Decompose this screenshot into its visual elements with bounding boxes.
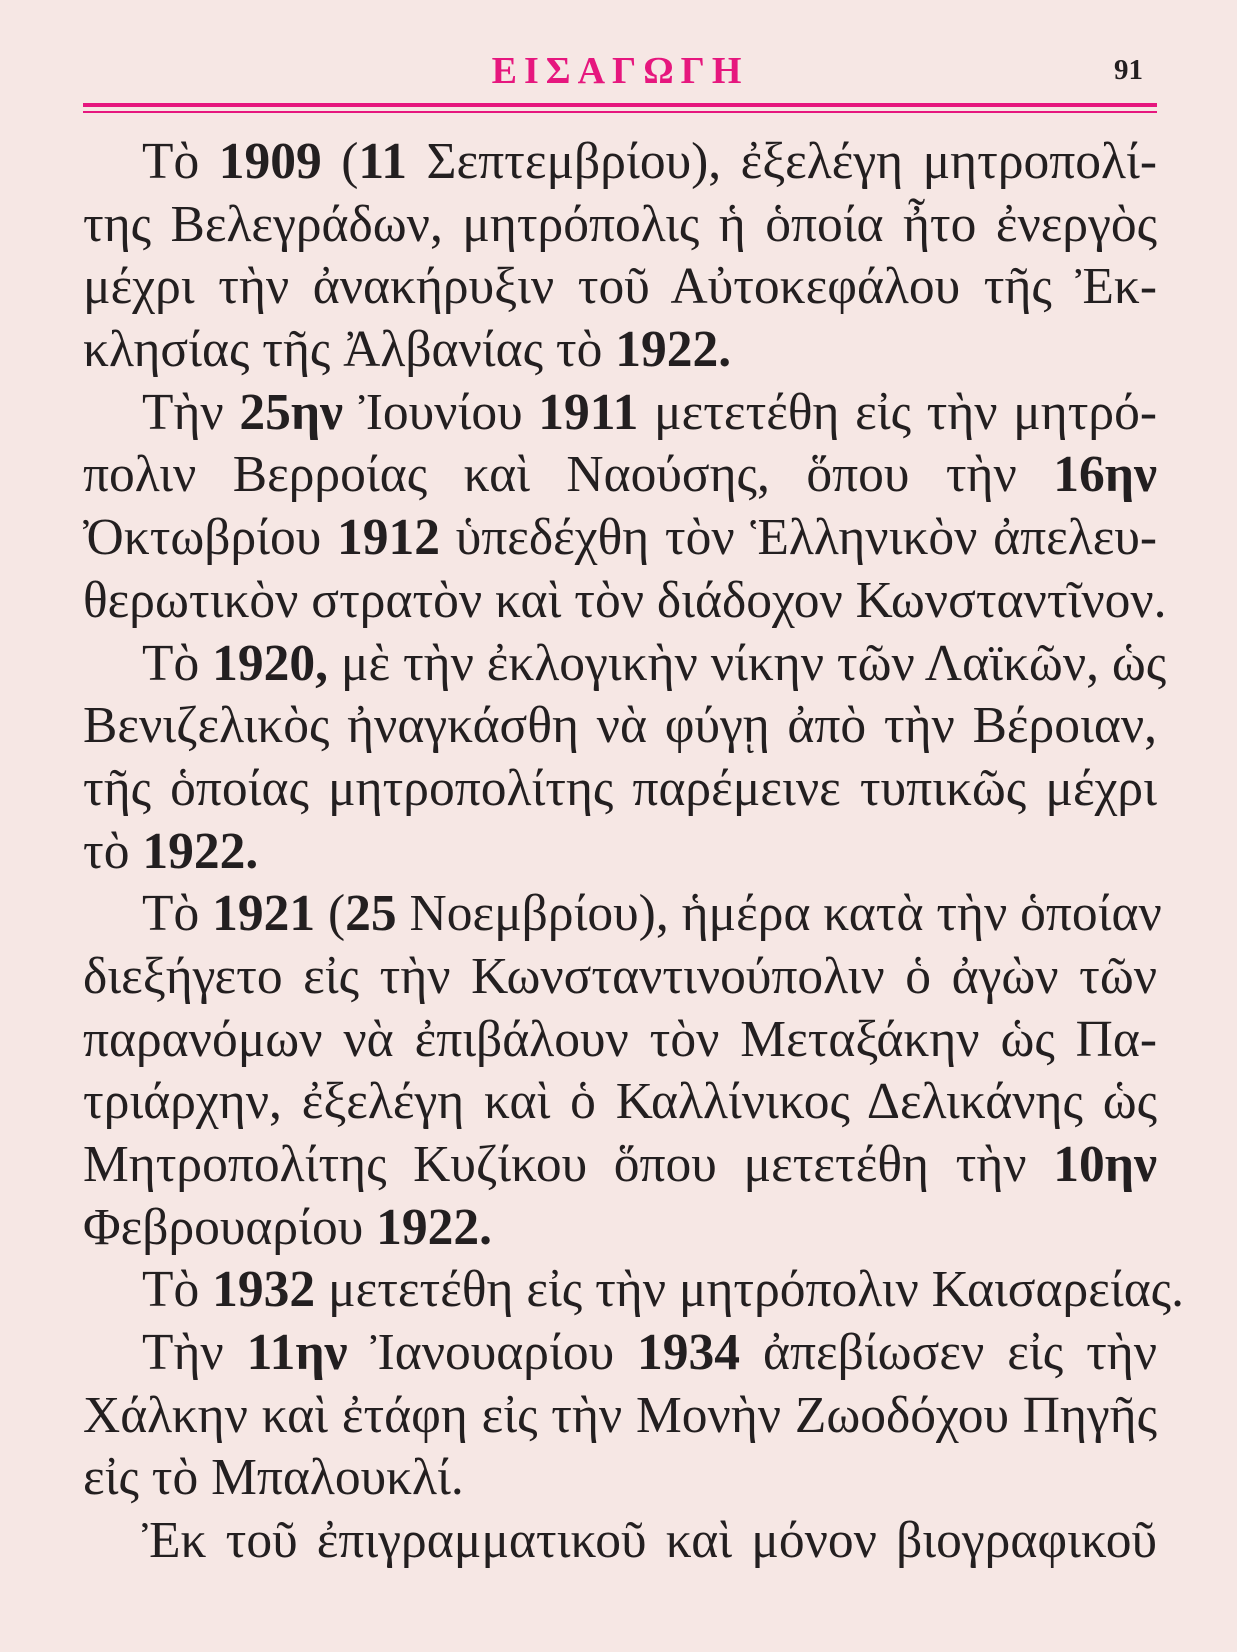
chapter-title: ΕΙΣΑΓΩΓΗ: [491, 50, 749, 92]
page-header: [83, 48, 1157, 94]
text-line: [83, 1134, 1157, 1197]
paragraph: [83, 131, 1157, 382]
text-run: (: [321, 133, 359, 190]
paragraph: [83, 633, 1167, 884]
text-run: Τὸ: [142, 133, 219, 190]
body-text: [83, 131, 1184, 1573]
text-line: [83, 633, 1167, 696]
bold-text: 25ην: [239, 383, 344, 441]
text-run: κλησίας τῆς Ἀλβανίας τὸ: [83, 321, 616, 379]
bold-text: 1922.: [376, 1198, 492, 1256]
bold-text: 1934: [637, 1324, 741, 1382]
text-run: τὸ: [83, 822, 143, 880]
text-run: Φεβρουαρίου: [83, 1198, 377, 1256]
bold-text: 1921: [212, 885, 316, 943]
text-run: εἰς τὸ Μπαλουκλί.: [83, 1449, 464, 1507]
paragraph: [83, 1259, 1184, 1322]
text-run: Τὸ: [142, 1261, 213, 1319]
text-run: Χάλκην καὶ ἐτάφη εἰς τὴν Μονὴν Ζωοδόχου Πηγῆς: [83, 1386, 1157, 1444]
text-run: θερωτικὸν στρατὸν καὶ τὸν διάδοχον Κωνσταντῖνον.: [83, 571, 1167, 629]
paragraph: [83, 883, 1162, 1259]
text-line: [83, 319, 1157, 382]
text-line: [83, 1071, 1157, 1134]
bold-text: 16ην: [1053, 446, 1157, 504]
text-run: μὲ τὴν ἐκλογικὴν νίκην τῶν Λαϊκῶν, ὡς: [327, 634, 1167, 692]
bold-text: 11: [358, 133, 408, 190]
text-run: Ὀκτωβρίου: [83, 509, 338, 567]
text-line: [83, 1197, 1157, 1260]
text-line: [83, 1447, 1157, 1510]
bold-text: 1922.: [142, 822, 259, 880]
text-line: [83, 821, 1157, 884]
bold-text: 1932: [212, 1261, 316, 1319]
text-run: ὑπεδέχθη τὸν Ἑλληνικὸν ἀπελευ-: [440, 509, 1158, 567]
text-run: Μητροπολίτης Κυζίκου ὅπου μετετέθη τὴν: [83, 1136, 1054, 1193]
text-line: [83, 256, 1157, 319]
text-run: Τὸ: [142, 885, 213, 943]
text-run: Τὴν: [142, 1324, 247, 1382]
text-line: [83, 570, 1167, 633]
text-line: [83, 444, 1157, 507]
text-run: Σεπτεμβρίου), ἐξελέγη μητροπολί-: [407, 133, 1157, 190]
bold-text: 25: [345, 885, 397, 943]
bold-text: 10ην: [1053, 1136, 1157, 1193]
text-run: Βενιζελικὸς ἠναγκάσθη νὰ φύγῃ ἀπὸ τὴν Βέροιαν,: [83, 697, 1157, 755]
text-run: ἀπεβίωσεν εἰς τὴν: [740, 1324, 1157, 1382]
header-rule-thick: [83, 103, 1157, 107]
text-run: τριάρχην, ἐξελέγη καὶ ὁ Καλλίνικος Δελικάνης ὡς: [83, 1073, 1157, 1131]
text-run: Ἰουνίου: [343, 383, 539, 441]
text-run: μετετέθη εἰς τὴν μητρόπολιν Καισαρείας.: [315, 1261, 1184, 1319]
text-run: Ἐκ τοῦ ἐπιγραμματικοῦ καὶ μόνον βιογραφικοῦ: [142, 1512, 1157, 1570]
text-line: [83, 382, 1157, 445]
text-line: [83, 1009, 1157, 1072]
text-run: παρανόμων νὰ ἐπιβάλουν τὸν Μεταξάκην ὡς Πα-: [83, 1010, 1157, 1068]
text-run: μετετέθη εἰς τὴν μητρό-: [638, 383, 1157, 441]
bold-text: 1920,: [212, 634, 328, 692]
bold-text: 1909: [218, 133, 322, 190]
bold-text: 1912: [337, 509, 441, 567]
text-line: [83, 758, 1157, 821]
text-run: μέχρι τὴν ἀνακήρυξιν τοῦ Αὐτοκεφάλου τῆς Ἐκ-: [83, 258, 1157, 316]
text-line: [83, 1385, 1157, 1448]
text-line: [83, 194, 1157, 257]
text-run: της Βελεγράδων, μητρόπολις ἡ ὁποία ἦτο ἐνεργὸς: [83, 195, 1157, 253]
text-run: Τὸ: [142, 634, 213, 692]
text-line: [83, 507, 1157, 570]
text-run: πολιν Βερροίας καὶ Ναούσης, ὅπου τὴν: [83, 446, 1054, 504]
paragraph: [83, 1510, 1157, 1573]
text-line: [83, 883, 1162, 946]
text-run: Ἰανουαρίου: [347, 1324, 638, 1382]
text-run: Τὴν: [142, 383, 240, 441]
paragraph: [83, 382, 1167, 633]
bold-text: 1922.: [615, 321, 732, 379]
bold-text: 1911: [538, 383, 639, 441]
text-run: Νοεμβρίου), ἡμέρα κατὰ τὴν ὁποίαν: [396, 885, 1162, 943]
bold-text: 11ην: [246, 1324, 348, 1382]
paragraph: [83, 1322, 1157, 1510]
header-rule-thin: [83, 111, 1157, 113]
text-line: [83, 1322, 1157, 1385]
text-line: [83, 131, 1157, 194]
text-run: διεξήγετο εἰς τὴν Κωνσταντινούπολιν ὁ ἀγὼν τῶν: [83, 947, 1157, 1005]
text-line: [83, 1259, 1184, 1322]
page-number: 91: [1114, 54, 1143, 86]
text-line: [83, 946, 1157, 1009]
text-run: (: [315, 885, 346, 943]
text-line: [83, 1510, 1157, 1573]
text-run: τῆς ὁποίας μητροπολίτης παρέμεινε τυπικῶς μέχρι: [83, 759, 1157, 817]
text-line: [83, 695, 1157, 758]
